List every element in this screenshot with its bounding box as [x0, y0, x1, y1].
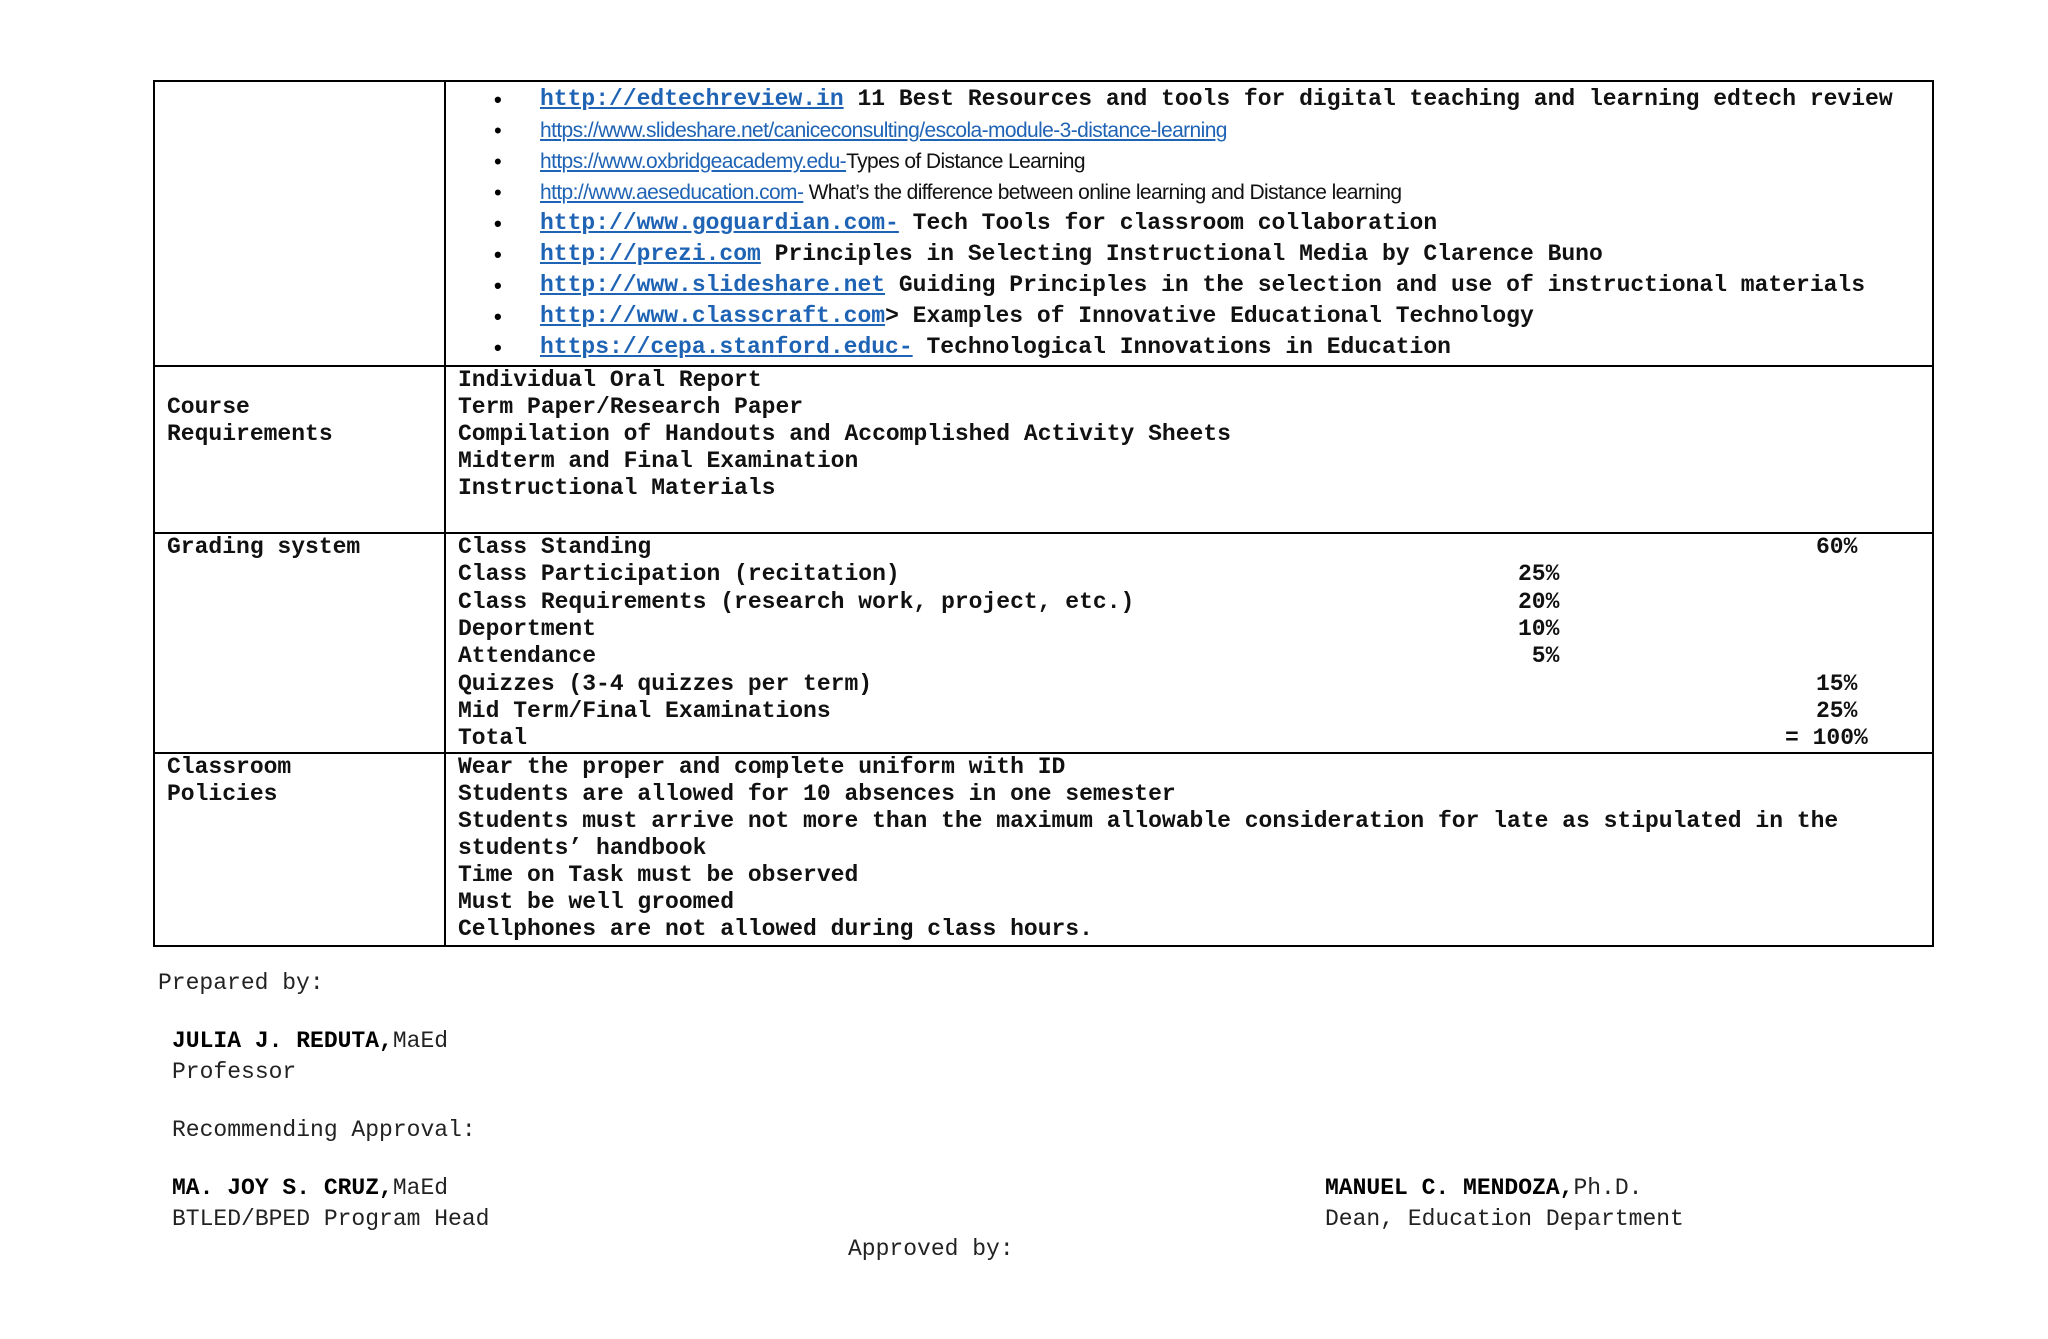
reference-link[interactable]: http://prezi.com — [540, 241, 761, 267]
course-requirements-label: Course Requirements — [167, 394, 333, 447]
course-requirements-label-cell — [154, 366, 445, 533]
reference-item — [458, 241, 1920, 268]
recommending-approval-label: Recommending Approval: — [172, 1117, 476, 1143]
grading-item: Mid Term/Final Examinations — [458, 697, 831, 724]
policy-item: Time on Task must be observed — [458, 862, 859, 888]
policy-item: Students must arrive not more than the maximum allowable consideration for late as stipulated in the students’ handbook — [458, 808, 1839, 861]
reference-item — [458, 86, 1920, 113]
preparer-title: Professor — [172, 1059, 297, 1085]
grading-sub-weight: 25% — [1518, 561, 1560, 588]
preparer-name: JULIA J. REDUTA, — [172, 1028, 393, 1054]
reference-description: Principles in Selecting Instructional Media by Clarence Buno — [760, 241, 1603, 267]
policy-item: Students are allowed for 10 absences in one semester — [458, 781, 1176, 807]
recommender-degree: MaEd — [392, 1175, 449, 1201]
grading-item: Total — [458, 725, 528, 752]
reference-description: Technological Innovations in Education — [912, 334, 1451, 360]
reference-description: What’s the difference between online learning and Distance learning — [803, 181, 1402, 204]
preparer-degree: MaEd — [392, 1028, 449, 1054]
recommender-title: BTLED/BPED Program Head — [172, 1206, 490, 1232]
syllabus-table — [153, 80, 1934, 947]
course-requirements-list — [458, 367, 1920, 502]
reference-link[interactable]: http://www.classcraft.com — [540, 303, 886, 329]
policies-label-cell — [154, 753, 445, 946]
grading-main-weight: = 100% — [1785, 725, 1868, 752]
grading-sub-weight: 10% — [1518, 615, 1560, 642]
reference-item — [458, 179, 1920, 206]
references-cell — [445, 81, 1933, 366]
course-requirement-item: Compilation of Handouts and Accomplished Activity Sheets — [458, 421, 1231, 447]
policies-label: Classroom Policies — [167, 754, 292, 807]
policy-item: Wear the proper and complete uniform with ID — [458, 754, 1066, 780]
reference-description: Tech Tools for classroom collaboration — [898, 210, 1438, 236]
course-requirement-item: Individual Oral Report — [458, 367, 762, 393]
reference-description: Guiding Principles in the selection and use of instructional materials — [885, 272, 1866, 298]
course-requirement-item: Instructional Materials — [458, 475, 776, 501]
reference-link[interactable]: https://cepa.stanford.educ- — [540, 334, 913, 360]
references-row — [154, 81, 1933, 366]
reference-link[interactable]: https://www.slideshare.net/caniceconsulting/escola-module-3-distance-learning — [540, 119, 1227, 142]
grading-item: Deportment — [458, 615, 597, 642]
reference-description: 11 Best Resources and tools for digital teaching and learning edtech review — [843, 86, 1893, 112]
grading-label-cell — [154, 533, 445, 753]
reference-description: > Examples of Innovative Educational Technology — [885, 303, 1534, 329]
reference-item — [458, 148, 1920, 175]
grading-main-weight: 15% — [1816, 670, 1858, 697]
recommender-name: MA. JOY S. CRUZ, — [172, 1175, 393, 1201]
reference-link[interactable]: http://www.slideshare.net — [540, 272, 886, 298]
course-requirement-item: Midterm and Final Examination — [458, 448, 859, 474]
policies-list — [458, 754, 1920, 943]
dean-signature — [1325, 1175, 1642, 1202]
grading-item: Class Requirements (research work, project, etc.) — [458, 588, 1135, 615]
policy-item: Must be well groomed — [458, 889, 735, 915]
references-list — [458, 82, 1920, 361]
course-requirements-row — [154, 366, 1933, 533]
preparer-signature — [172, 1028, 448, 1055]
reference-description: Types of Distance Learning — [846, 150, 1085, 173]
course-requirement-item: Term Paper/Research Paper — [458, 394, 804, 420]
grading-main-weight: 25% — [1816, 697, 1858, 724]
reference-link[interactable]: http://www.goguardian.com- — [540, 210, 899, 236]
dean-name: MANUEL C. MENDOZA, — [1325, 1175, 1574, 1201]
reference-item — [458, 210, 1920, 237]
approved-by-label: Approved by: — [848, 1236, 1014, 1262]
reference-link[interactable]: http://edtechreview.in — [540, 86, 844, 112]
grading-item: Attendance — [458, 643, 597, 670]
references-label-cell — [154, 81, 445, 366]
grading-sub-weight: 5% — [1518, 643, 1560, 670]
grading-item: Class Participation (recitation) — [458, 561, 900, 588]
grading-item: Class Standing — [458, 534, 652, 560]
dean-degree: Ph.D. — [1573, 1175, 1643, 1201]
grading-label: Grading system — [167, 534, 361, 560]
grading-row — [154, 533, 1933, 753]
course-requirements-cell — [445, 366, 1933, 533]
grading-cell — [445, 533, 1933, 753]
reference-item — [458, 272, 1920, 299]
reference-item — [458, 117, 1920, 144]
policies-cell — [445, 753, 1933, 946]
grading-item: Quizzes (3-4 quizzes per term) — [458, 670, 873, 697]
reference-item — [458, 303, 1920, 330]
prepared-by-label: Prepared by: — [158, 970, 324, 996]
grading-main-weight: 60% — [1816, 534, 1858, 560]
grading-sub-weight: 20% — [1518, 588, 1560, 615]
policies-row — [154, 753, 1933, 946]
grading-table — [458, 534, 1920, 752]
recommender-signature — [172, 1175, 448, 1202]
policy-item: Cellphones are not allowed during class hours. — [458, 916, 1093, 942]
dean-title: Dean, Education Department — [1325, 1206, 1684, 1232]
reference-link[interactable]: http://www.aeseducation.com- — [540, 181, 804, 204]
reference-link[interactable]: https://www.oxbridgeacademy.edu- — [540, 150, 847, 173]
reference-item — [458, 334, 1920, 361]
